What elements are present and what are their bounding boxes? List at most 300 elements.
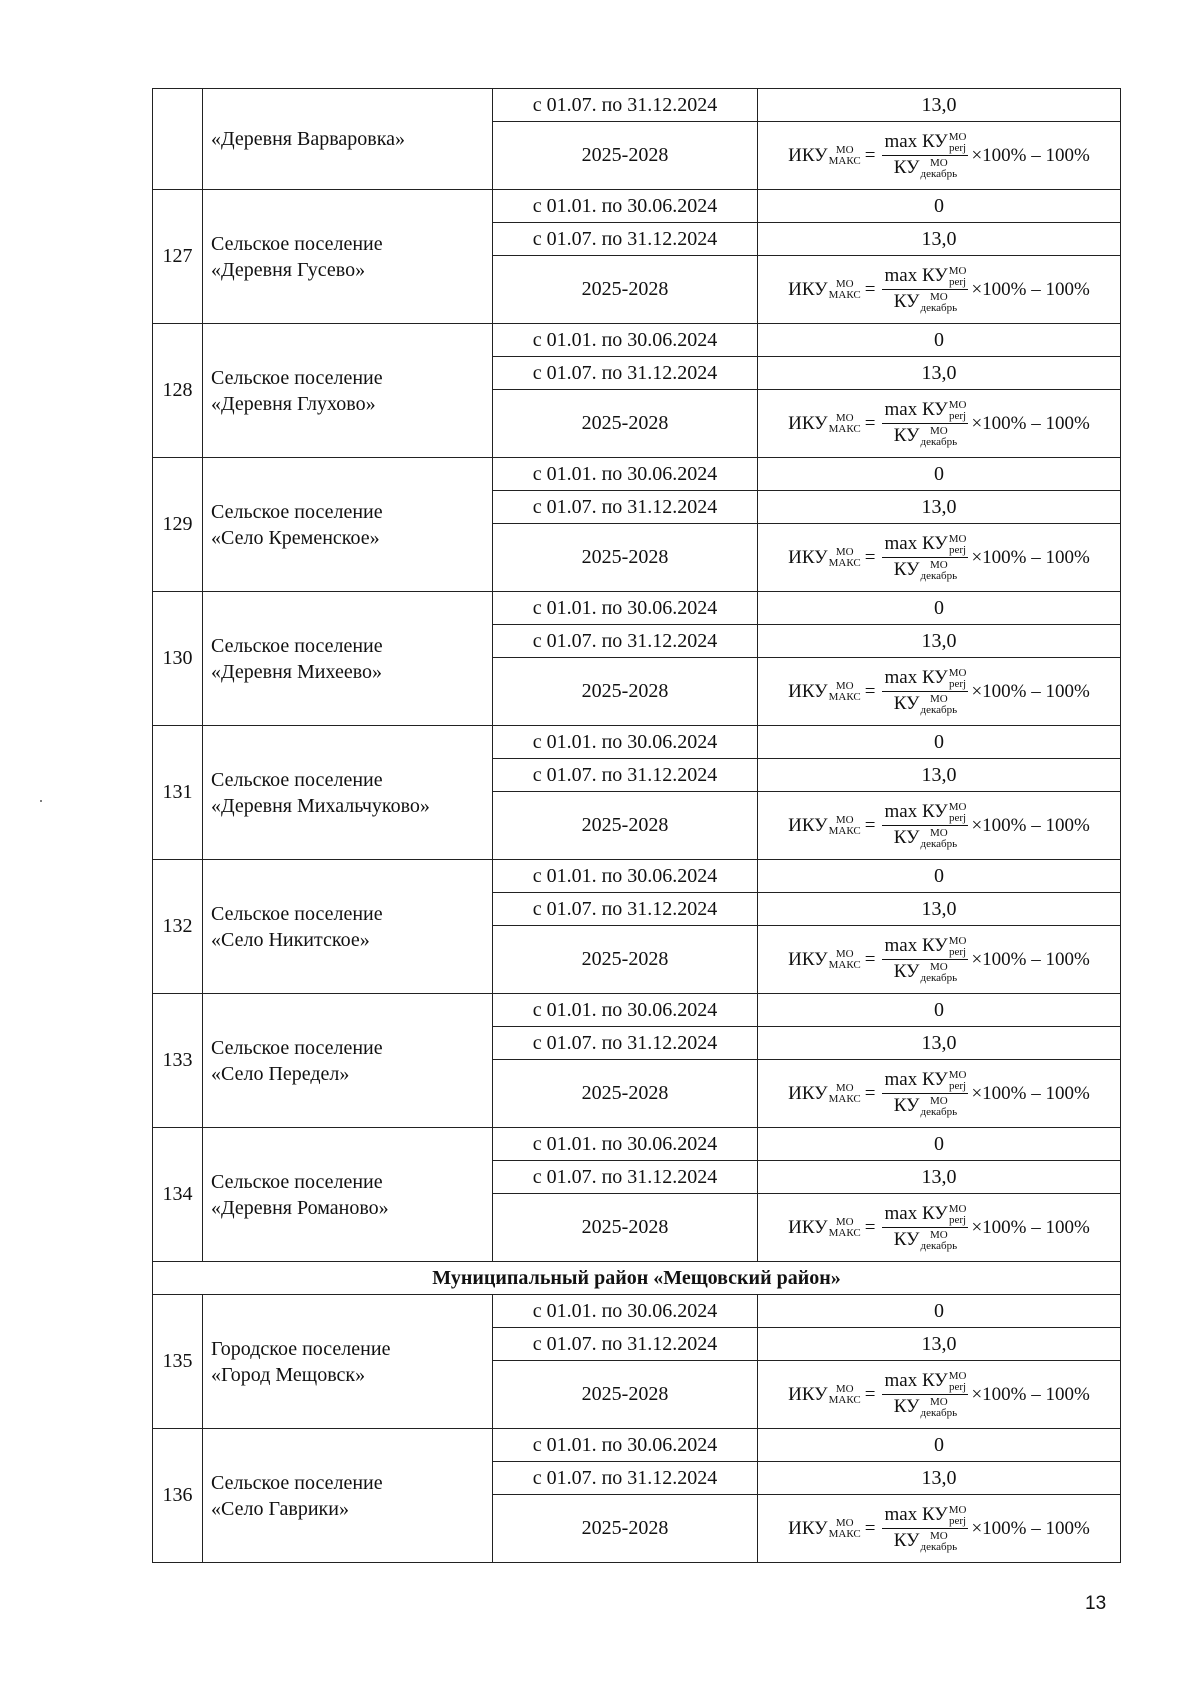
settlement-name [203,190,493,324]
formula-lhs: ИКУ [788,948,828,970]
settlement-name-line: «Деревня Варваровка» [211,128,405,150]
formula-lhs-sub: МАКС [828,422,861,435]
formula-den-text: КУ [893,1095,920,1116]
formula-den-indices [921,1531,958,1553]
formula-tail: ×100% – 100% [971,278,1090,300]
settlement-name-line: «Деревня Гусево» [211,258,366,281]
formula-tail: ×100% – 100% [971,1517,1090,1539]
formula-num-sub: perj [949,946,967,958]
index-value-cell [758,524,1121,592]
formula-lhs-indices [829,279,861,301]
settlement-name-line: «Деревня Романово» [211,1196,389,1219]
index-value-cell [758,256,1121,324]
formula-num-indices [949,400,967,422]
formula-den-sup: МО [929,826,948,839]
formula-num-sup: МО [948,1370,967,1382]
row-number: 136 [153,1429,203,1563]
formula-lhs-indices [829,547,861,569]
formula-lhs-indices [829,815,861,837]
period-cell: 2025-2028 [493,390,758,458]
formula-den-text: КУ [893,1229,920,1250]
formula-denominator [894,1529,957,1553]
settlement-name [203,458,493,592]
settlement-name-line: «Село Гаврики» [211,1497,349,1520]
index-value-cell: 0 [758,324,1121,357]
formula-lhs-indices [829,949,861,971]
settlement-name [203,994,493,1128]
index-value-cell: 0 [758,1295,1121,1328]
formula-fraction [882,667,968,715]
settlement-name [203,89,493,190]
formula-lhs-sub: МАКС [828,556,861,569]
formula-denominator [894,1228,957,1252]
formula-lhs: ИКУ [788,1082,828,1104]
formula-num-text: max КУ [884,1069,948,1091]
table-row [153,726,1121,759]
formula-tail: ×100% – 100% [971,948,1090,970]
formula-lhs-sup: МО [835,545,854,558]
formula-den-indices [921,292,958,314]
index-value-cell: 13,0 [758,1027,1121,1060]
formula-equals: = [864,1216,876,1238]
period-cell: 2025-2028 [493,926,758,994]
formula-den-text: КУ [893,1396,920,1417]
formula-num-sup: МО [948,131,967,143]
index-value-cell: 0 [758,1128,1121,1161]
formula-num-sup: МО [948,399,967,411]
formula-lhs-sub: МАКС [828,1226,861,1239]
settlement-name-line: Сельское поселение [211,1170,383,1193]
formula-den-indices [921,694,958,716]
formula-lhs-sub: МАКС [828,288,861,301]
formula-den-text: КУ [893,827,920,848]
settlement-name-line: Сельское поселение [211,366,383,389]
index-formula [788,1370,1090,1418]
formula-den-sup: МО [929,692,948,705]
formula-num-sub: perj [949,410,967,422]
table-row [153,458,1121,491]
formula-lhs-sub: МАКС [828,690,861,703]
period-cell: с 01.07. по 31.12.2024 [493,1328,758,1361]
index-value-cell [758,390,1121,458]
formula-lhs: ИКУ [788,1517,828,1539]
settlement-name-line: «Деревня Михальчуково» [211,794,430,817]
period-cell: с 01.01. по 30.06.2024 [493,1295,758,1328]
formula-num-sub: perj [949,276,967,288]
section-header-row [153,1262,1121,1295]
settlement-name [203,324,493,458]
formula-fraction [882,1504,968,1552]
formula-numerator [882,1370,968,1395]
formula-den-indices [921,426,958,448]
settlement-name [203,1429,493,1563]
settlement-name-line: Сельское поселение [211,634,383,657]
formula-num-text: max КУ [884,533,948,555]
table-row [153,1295,1121,1328]
index-value-cell [758,122,1121,190]
formula-den-indices [921,1230,958,1252]
index-value-cell: 13,0 [758,223,1121,256]
formula-equals: = [864,546,876,568]
index-formula [788,801,1090,849]
settlement-name-line: Сельское поселение [211,768,383,791]
formula-denominator [894,1094,957,1118]
period-cell: с 01.01. по 30.06.2024 [493,1429,758,1462]
formula-den-text: КУ [893,157,920,178]
formula-num-sub: perj [949,142,967,154]
formula-numerator [882,667,968,692]
formula-num-sup: МО [948,935,967,947]
formula-tail: ×100% – 100% [971,680,1090,702]
formula-equals: = [864,814,876,836]
settlement-name-line: «Село Передел» [211,1062,350,1085]
formula-numerator [882,1203,968,1228]
formula-den-sub: декабрь [920,971,958,984]
formula-lhs: ИКУ [788,278,828,300]
formula-fraction [882,131,968,179]
index-formula [788,131,1090,179]
settlement-name [203,1128,493,1262]
formula-equals: = [864,278,876,300]
formula-tail: ×100% – 100% [971,546,1090,568]
period-cell: с 01.07. по 31.12.2024 [493,357,758,390]
formula-num-text: max КУ [884,265,948,287]
formula-lhs-sub: МАКС [828,154,861,167]
formula-equals: = [864,144,876,166]
formula-fraction [882,1069,968,1117]
formula-num-text: max КУ [884,667,948,689]
index-formula [788,935,1090,983]
formula-fraction [882,1203,968,1251]
formula-den-indices [921,828,958,850]
formula-lhs-sub: МАКС [828,1393,861,1406]
index-formula [788,1504,1090,1552]
formula-num-text: max КУ [884,1504,948,1526]
period-cell: 2025-2028 [493,1361,758,1429]
formula-lhs-sub: МАКС [828,1092,861,1105]
formula-den-sup: МО [929,1395,948,1408]
formula-lhs-indices [829,1217,861,1239]
index-formula [788,1203,1090,1251]
formula-lhs-sup: МО [835,947,854,960]
table-body [153,89,1121,1563]
index-value-cell: 0 [758,190,1121,223]
index-value-cell: 13,0 [758,1462,1121,1495]
formula-tail: ×100% – 100% [971,814,1090,836]
index-value-cell: 13,0 [758,893,1121,926]
index-formula [788,1069,1090,1117]
period-cell: 2025-2028 [493,122,758,190]
index-formula [788,667,1090,715]
formula-den-sub: декабрь [920,1540,958,1553]
tariff-index-table [152,88,1121,1563]
formula-lhs-sup: МО [835,679,854,692]
settlement-name-line: Сельское поселение [211,902,383,925]
index-value-cell [758,1194,1121,1262]
index-value-cell: 0 [758,726,1121,759]
table-row [153,994,1121,1027]
formula-equals: = [864,1517,876,1539]
period-cell: с 01.07. по 31.12.2024 [493,1027,758,1060]
index-value-cell: 13,0 [758,1161,1121,1194]
formula-num-sub: perj [949,1515,967,1527]
formula-numerator [882,131,968,156]
formula-num-sub: perj [949,544,967,556]
period-cell: 2025-2028 [493,1495,758,1563]
formula-den-sub: декабрь [920,167,958,180]
formula-equals: = [864,680,876,702]
formula-den-indices [921,560,958,582]
settlement-name-line: «Село Кременское» [211,526,380,549]
formula-denominator [894,1395,957,1419]
formula-equals: = [864,1383,876,1405]
formula-num-sub: perj [949,1214,967,1226]
formula-den-sub: декабрь [920,1105,958,1118]
formula-den-sup: МО [929,156,948,169]
formula-lhs-indices [829,413,861,435]
period-cell: с 01.07. по 31.12.2024 [493,491,758,524]
period-cell: 2025-2028 [493,792,758,860]
formula-equals: = [864,412,876,434]
row-number: 134 [153,1128,203,1262]
formula-fraction [882,1370,968,1418]
formula-lhs-sup: МО [835,143,854,156]
formula-den-sup: МО [929,558,948,571]
formula-den-sup: МО [929,1094,948,1107]
formula-lhs: ИКУ [788,1383,828,1405]
formula-num-sup: МО [948,667,967,679]
period-cell: с 01.01. по 30.06.2024 [493,860,758,893]
formula-den-sup: МО [929,1529,948,1542]
formula-numerator [882,533,968,558]
table-row [153,592,1121,625]
formula-den-sub: декабрь [920,1239,958,1252]
formula-lhs-indices [829,145,861,167]
formula-num-sup: МО [948,1203,967,1215]
settlement-name [203,860,493,994]
formula-num-indices [949,1371,967,1393]
settlement-name-line: «Село Никитское» [211,928,370,951]
formula-lhs-sup: МО [835,1081,854,1094]
index-value-cell [758,1495,1121,1563]
formula-lhs-indices [829,1384,861,1406]
formula-den-sub: декабрь [920,301,958,314]
formula-num-text: max КУ [884,935,948,957]
formula-den-sub: декабрь [920,837,958,850]
formula-tail: ×100% – 100% [971,412,1090,434]
row-number: 127 [153,190,203,324]
formula-denominator [894,424,957,448]
period-cell: с 01.07. по 31.12.2024 [493,759,758,792]
index-value-cell: 13,0 [758,89,1121,122]
formula-lhs: ИКУ [788,546,828,568]
formula-tail: ×100% – 100% [971,1383,1090,1405]
settlement-name-line: Сельское поселение [211,500,383,523]
settlement-name-line: «Город Мещовск» [211,1363,366,1386]
formula-lhs: ИКУ [788,814,828,836]
formula-lhs-sup: МО [835,1382,854,1395]
formula-den-text: КУ [893,961,920,982]
index-value-cell: 13,0 [758,625,1121,658]
formula-num-indices [949,668,967,690]
table-row [153,89,1121,122]
formula-num-sup: МО [948,533,967,545]
formula-num-text: max КУ [884,399,948,421]
settlement-name-line: «Деревня Михеево» [211,660,383,683]
formula-den-sup: МО [929,960,948,973]
row-number: 131 [153,726,203,860]
settlement-name [203,726,493,860]
index-value-cell [758,1361,1121,1429]
formula-lhs: ИКУ [788,412,828,434]
period-cell: с 01.01. по 30.06.2024 [493,458,758,491]
formula-numerator [882,399,968,424]
formula-fraction [882,399,968,447]
formula-num-sup: МО [948,265,967,277]
formula-tail: ×100% – 100% [971,1216,1090,1238]
period-cell: с 01.07. по 31.12.2024 [493,223,758,256]
formula-lhs: ИКУ [788,144,828,166]
formula-den-indices [921,1397,958,1419]
index-value-cell: 13,0 [758,1328,1121,1361]
formula-denominator [894,558,957,582]
table-row [153,190,1121,223]
row-number: 133 [153,994,203,1128]
index-value-cell: 0 [758,458,1121,491]
formula-denominator [894,290,957,314]
formula-den-sup: МО [929,424,948,437]
table-row [153,1128,1121,1161]
formula-num-sup: МО [948,801,967,813]
index-value-cell [758,792,1121,860]
row-number: 129 [153,458,203,592]
formula-numerator [882,1069,968,1094]
settlement-name-line: Сельское поселение [211,1036,383,1059]
period-cell: с 01.01. по 30.06.2024 [493,726,758,759]
formula-den-sub: декабрь [920,435,958,448]
period-cell: с 01.01. по 30.06.2024 [493,994,758,1027]
formula-num-sup: МО [948,1069,967,1081]
period-cell: 2025-2028 [493,1194,758,1262]
table-row [153,1429,1121,1462]
index-formula [788,399,1090,447]
table-row [153,324,1121,357]
row-number [153,89,203,190]
index-value-cell: 0 [758,592,1121,625]
index-value-cell [758,658,1121,726]
formula-num-sub: perj [949,1381,967,1393]
formula-den-text: КУ [893,1530,920,1551]
formula-den-sup: МО [929,1228,948,1241]
section-title: Муниципальный район «Мещовский район» [153,1262,1121,1295]
formula-num-indices [949,1204,967,1226]
formula-num-sup: МО [948,1504,967,1516]
formula-fraction [882,801,968,849]
formula-num-indices [949,936,967,958]
formula-den-text: КУ [893,291,920,312]
index-value-cell [758,926,1121,994]
period-cell: с 01.01. по 30.06.2024 [493,324,758,357]
settlement-name-line: Городское поселение [211,1337,391,1360]
formula-lhs-indices [829,681,861,703]
index-value-cell: 13,0 [758,357,1121,390]
formula-num-indices [949,534,967,556]
period-cell: 2025-2028 [493,524,758,592]
formula-lhs-sup: МО [835,277,854,290]
formula-equals: = [864,1082,876,1104]
formula-den-indices [921,962,958,984]
page-number: 13 [1085,1593,1107,1614]
period-cell: с 01.01. по 30.06.2024 [493,190,758,223]
formula-lhs-indices [829,1518,861,1540]
formula-numerator [882,935,968,960]
formula-num-indices [949,802,967,824]
index-value-cell: 0 [758,860,1121,893]
period-cell: 2025-2028 [493,658,758,726]
formula-den-text: КУ [893,425,920,446]
formula-lhs-sup: МО [835,411,854,424]
formula-equals: = [864,948,876,970]
formula-denominator [894,156,957,180]
settlement-name-line: Сельское поселение [211,232,383,255]
formula-lhs-sub: МАКС [828,1527,861,1540]
settlement-name [203,592,493,726]
formula-lhs-sup: МО [835,1516,854,1529]
formula-lhs-sup: МО [835,1215,854,1228]
settlement-name-line: Сельское поселение [211,1471,383,1494]
formula-den-text: КУ [893,693,920,714]
period-cell: с 01.07. по 31.12.2024 [493,1161,758,1194]
formula-fraction [882,533,968,581]
formula-denominator [894,960,957,984]
formula-den-sup: МО [929,290,948,303]
period-cell: с 01.07. по 31.12.2024 [493,893,758,926]
formula-lhs-indices [829,1083,861,1105]
period-cell: с 01.01. по 30.06.2024 [493,592,758,625]
row-number: 130 [153,592,203,726]
formula-num-indices [949,266,967,288]
formula-numerator [882,265,968,290]
period-cell: с 01.07. по 31.12.2024 [493,625,758,658]
formula-num-text: max КУ [884,1370,948,1392]
formula-den-text: КУ [893,559,920,580]
row-number: 135 [153,1295,203,1429]
formula-denominator [894,692,957,716]
formula-num-text: max КУ [884,1203,948,1225]
formula-lhs-sub: МАКС [828,824,861,837]
formula-lhs-sup: МО [835,813,854,826]
formula-den-sub: декабрь [920,703,958,716]
index-formula [788,265,1090,313]
formula-num-sub: perj [949,678,967,690]
formula-den-indices [921,158,958,180]
index-value-cell: 0 [758,994,1121,1027]
formula-den-sub: декабрь [920,569,958,582]
formula-tail: ×100% – 100% [971,1082,1090,1104]
formula-lhs-sub: МАКС [828,958,861,971]
formula-num-sub: perj [949,1080,967,1092]
period-cell: с 01.07. по 31.12.2024 [493,1462,758,1495]
formula-num-indices [949,1070,967,1092]
period-cell: 2025-2028 [493,1060,758,1128]
formula-fraction [882,265,968,313]
index-value-cell [758,1060,1121,1128]
period-cell: 2025-2028 [493,256,758,324]
formula-denominator [894,826,957,850]
formula-numerator [882,801,968,826]
formula-den-sub: декабрь [920,1406,958,1419]
settlement-name [203,1295,493,1429]
